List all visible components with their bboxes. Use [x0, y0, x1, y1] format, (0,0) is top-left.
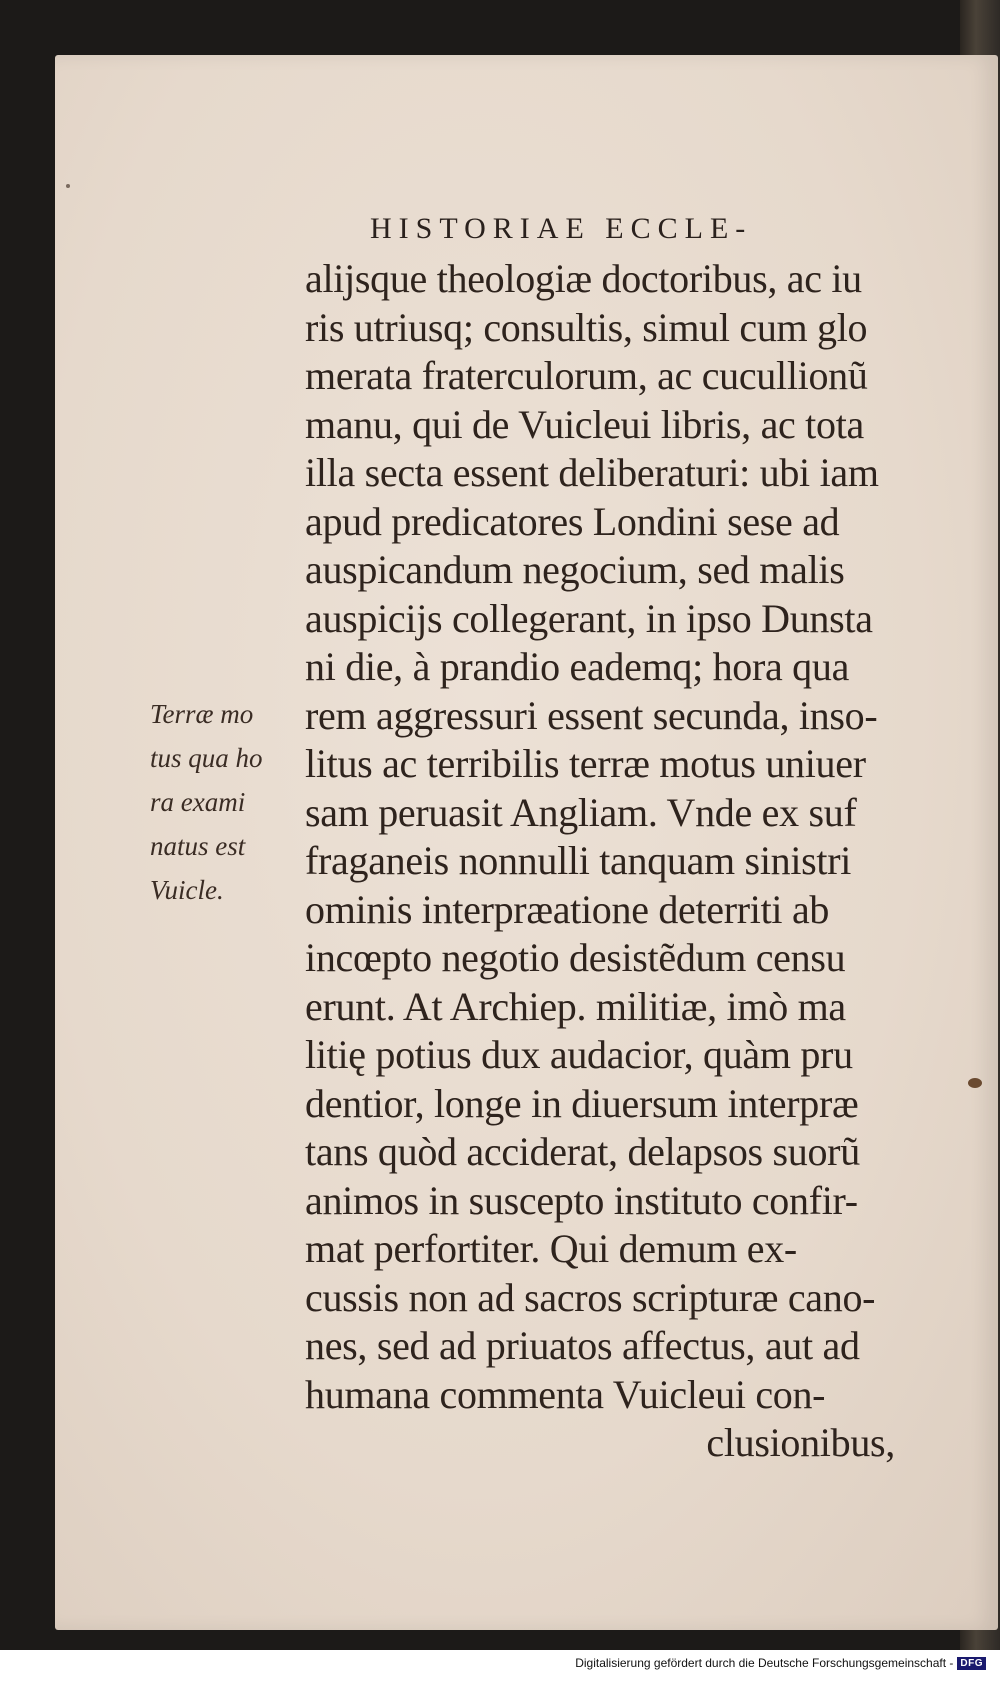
text-line: ni die, à prandio eademq; hora qua	[305, 644, 850, 689]
funding-footer	[575, 1656, 986, 1670]
text-line: fraganeis nonnulli tanquam sinistri	[305, 838, 852, 883]
text-line: illa secta essent deliberaturi: ubi iam	[305, 450, 879, 495]
text-line: sam peruasit Angliam. Vnde ex suf	[305, 789, 857, 835]
main-text	[305, 255, 945, 1468]
text-line: manu, qui de Vuicleui libris, ac tota	[305, 401, 864, 447]
text-line: animos in suscepto instituto confir-	[305, 1177, 858, 1223]
text-line: apud predicatores Londini sese ad	[305, 498, 840, 544]
text-line: nes, sed ad priuatos affectus, aut ad	[305, 1323, 860, 1368]
text-line: litię potius dux audacior, quàm pru	[305, 1032, 853, 1077]
text-line: rem aggressuri essent secunda, inso-	[305, 692, 878, 738]
text-line: mat perfortiter. Qui demum ex-	[305, 1226, 797, 1271]
text-line: alijsque theologiæ doctoribus, ac iu	[305, 256, 862, 301]
marginal-note	[150, 692, 300, 912]
text-line: erunt. At Archiep. militiæ, imò ma	[305, 983, 846, 1029]
text-line: ominis interpræatione deterriti ab	[305, 886, 830, 932]
text-line: incœpto negotio desistẽdum censu	[305, 935, 846, 980]
marginal-note-line: natus est	[150, 831, 246, 861]
paper-blemish	[66, 184, 70, 188]
page-stain	[968, 1078, 982, 1088]
text-line: humana commenta Vuicleui con-	[305, 1371, 826, 1417]
text-line: tans quòd acciderat, delapsos suorũ	[305, 1129, 860, 1174]
dfg-logo-icon: DFG	[957, 1657, 986, 1670]
text-line: dentior, longe in diuersum interpræ	[305, 1080, 859, 1126]
text-line: litus ac terribilis terræ motus uniuer	[305, 741, 866, 786]
running-head: HISTORIAE ECCLE-	[370, 212, 753, 245]
catchword: clusionibus,	[706, 1420, 895, 1465]
marginal-note-line: Vuicle.	[150, 875, 224, 905]
text-line: cussis non ad sacros scripturæ cano-	[305, 1274, 876, 1320]
text-line: auspicandum negocium, sed malis	[305, 547, 845, 592]
marginal-note-line: Terræ mo	[150, 699, 254, 729]
footer-text: Digitalisierung gefördert durch die Deutsche Forschungsgemeinschaft -	[575, 1656, 954, 1670]
marginal-note-line: ra exami	[150, 787, 246, 817]
text-line: auspicijs collegerant, in ipso Dunsta	[305, 595, 873, 641]
text-line: ris utriusq; consultis, simul cum glo	[305, 304, 868, 350]
marginal-note-line: tus qua ho	[150, 743, 263, 773]
text-line: merata fraterculorum, ac cucullionũ	[305, 353, 868, 398]
